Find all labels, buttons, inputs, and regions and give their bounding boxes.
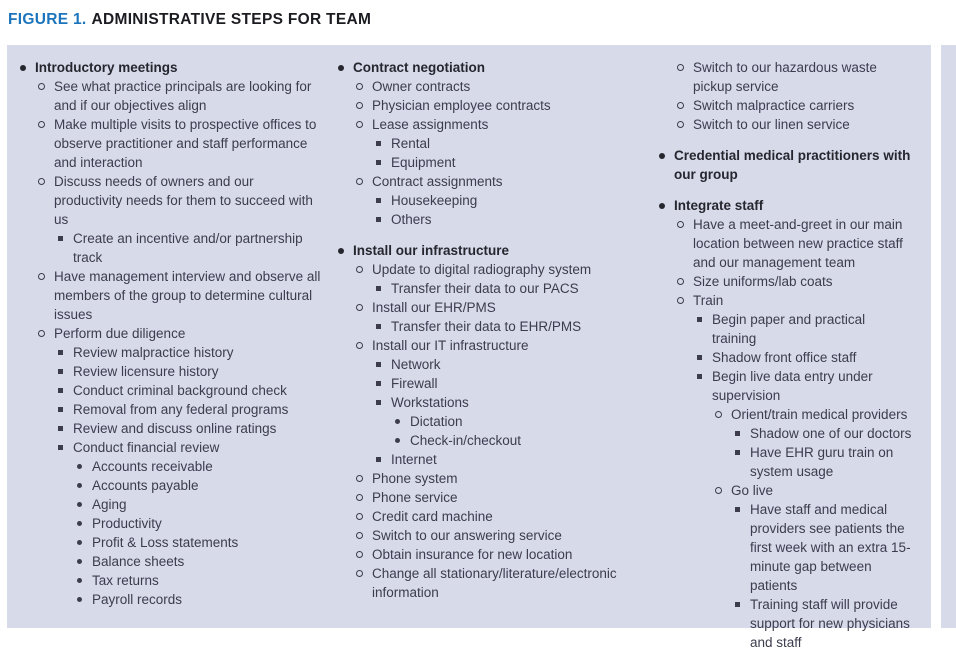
list-item (19, 229, 323, 267)
list-item (658, 291, 913, 310)
list-item-text: Introductory meetings (35, 60, 178, 75)
bullet-circle-icon (356, 77, 372, 90)
list-item (337, 374, 644, 393)
figure-title-text: ADMINISTRATIVE STEPS FOR TEAM (91, 11, 372, 28)
list-item (337, 488, 644, 507)
list-item (658, 96, 913, 115)
bullet-disc-icon (76, 514, 92, 526)
bullet-circle-icon (677, 291, 693, 304)
list-item (658, 272, 913, 291)
bullet-square-icon (57, 438, 73, 450)
list-item-text: Review and discuss online ratings (73, 421, 277, 436)
list-item (337, 134, 644, 153)
list-item-text: Rental (391, 136, 431, 151)
list-item-text: Firewall (391, 376, 438, 391)
list-item (19, 552, 323, 571)
list-item-text: Have a meet-and-greet in our main location between new practice staff and our management team (693, 217, 903, 270)
list-item (337, 469, 644, 488)
list-item-text: Payroll records (92, 592, 183, 607)
list-item-text: Change all stationary/literature/electronic information (372, 566, 617, 600)
list-item (337, 279, 644, 298)
bullet-circle-icon (356, 115, 372, 128)
bullet-circle-icon (356, 469, 372, 482)
list-item-text: Have management interview and observe all members of the group to determine cultural issues (54, 269, 321, 322)
bullet-square-icon (57, 381, 73, 393)
list-item-text: Review licensure history (73, 364, 219, 379)
list-item-text: Aging (92, 497, 127, 512)
list-item (337, 210, 644, 229)
list-item-text: Contract assignments (372, 174, 503, 189)
list-item-text: Tax returns (92, 573, 159, 588)
list-item (337, 336, 644, 355)
bullet-square-icon (375, 393, 391, 405)
figure-label: FIGURE 1. (8, 11, 87, 28)
list-item (19, 419, 323, 438)
list-item (19, 457, 323, 476)
list-item (337, 77, 644, 96)
list-item-text: Perform due diligence (54, 326, 186, 341)
list-item (19, 476, 323, 495)
list-item (19, 267, 323, 324)
bullet-square-icon (696, 348, 712, 360)
list-item (19, 343, 323, 362)
list-item (337, 545, 644, 564)
list-item-text: Train (693, 293, 724, 308)
bullet-circle-icon (677, 115, 693, 128)
list-item (658, 595, 913, 652)
bullet-square-icon (57, 419, 73, 431)
list-item (19, 571, 323, 590)
bullet-circle-icon (38, 77, 54, 90)
bullet-disc-icon (76, 457, 92, 469)
bullet-circle-icon (677, 215, 693, 228)
list-item (19, 400, 323, 419)
list-item (19, 381, 323, 400)
bullet-circle-icon (356, 545, 372, 558)
list-item-text: Accounts receivable (92, 459, 213, 474)
bullet-disc-icon (337, 58, 353, 71)
list-item (337, 393, 644, 412)
list-item (337, 115, 644, 134)
list-item (337, 450, 644, 469)
list-item-text: Conduct criminal background check (73, 383, 287, 398)
list-item (658, 405, 913, 424)
bullet-square-icon (734, 443, 750, 455)
figure-column (658, 58, 927, 652)
list-item-text: Contract negotiation (353, 60, 485, 75)
bullet-circle-icon (356, 96, 372, 109)
list-item (658, 215, 913, 272)
list-item (658, 58, 913, 96)
list-item-text: Go live (731, 483, 774, 498)
bullet-square-icon (375, 374, 391, 386)
list-item-text: Switch to our answering service (372, 528, 562, 543)
list-item (337, 260, 644, 279)
bullet-circle-icon (356, 172, 372, 185)
list-item (658, 115, 913, 134)
bullet-square-icon (375, 450, 391, 462)
list-item (658, 196, 913, 215)
list-item (19, 77, 323, 115)
bullet-disc-icon (76, 571, 92, 583)
list-item (658, 443, 913, 481)
bullet-square-icon (375, 279, 391, 291)
list-item (337, 355, 644, 374)
bullet-square-icon (57, 229, 73, 241)
bullet-circle-icon (38, 115, 54, 128)
list-item-text: Phone service (372, 490, 458, 505)
list-item (658, 310, 913, 348)
bullet-disc-icon (337, 241, 353, 254)
list-item (337, 431, 644, 450)
list-item-text: See what practice principals are looking for and if our objectives align (54, 79, 312, 113)
bullet-square-icon (734, 424, 750, 436)
list-item-text: Create an incentive and/or partnership track (73, 231, 303, 265)
bullet-circle-icon (38, 172, 54, 185)
bullet-square-icon (375, 317, 391, 329)
bullet-circle-icon (356, 260, 372, 273)
list-item-text: Training staff will provide support for new physicians and staff (750, 597, 910, 650)
figure-column (337, 58, 658, 652)
bullet-circle-icon (356, 526, 372, 539)
bullet-square-icon (734, 595, 750, 607)
bullet-disc-icon (19, 58, 35, 71)
bullet-circle-icon (356, 564, 372, 577)
list-item (658, 500, 913, 595)
list-item-text: Transfer their data to our PACS (391, 281, 579, 296)
figure-panel (7, 45, 931, 650)
list-item (337, 241, 644, 260)
list-item (337, 191, 644, 210)
list-item (337, 58, 644, 77)
list-item-text: Network (391, 357, 441, 372)
bullet-disc-icon (76, 552, 92, 564)
bullet-circle-icon (356, 507, 372, 520)
bullet-circle-icon (38, 324, 54, 337)
list-item-text: Internet (391, 452, 437, 467)
list-item-text: Profit & Loss statements (92, 535, 239, 550)
list-item (337, 564, 644, 602)
bullet-circle-icon (677, 272, 693, 285)
list-item-text: Orient/train medical providers (731, 407, 908, 422)
list-item (337, 412, 644, 431)
list-item-text: Switch malpractice carriers (693, 98, 855, 113)
list-item-text: Discuss needs of owners and our productivity needs for them to succeed with us (54, 174, 313, 227)
list-item-text: Begin paper and practical training (712, 312, 866, 346)
bullet-disc-icon (394, 431, 410, 443)
list-item-text: Accounts payable (92, 478, 199, 493)
list-item (337, 317, 644, 336)
list-item-text: Others (391, 212, 432, 227)
list-item (658, 481, 913, 500)
list-item-text: Integrate staff (674, 198, 764, 213)
list-item-text: Conduct financial review (73, 440, 220, 455)
list-item (658, 348, 913, 367)
bullet-circle-icon (715, 405, 731, 418)
bullet-square-icon (57, 400, 73, 412)
bullet-square-icon (375, 153, 391, 165)
adjacent-panel-edge (941, 45, 956, 628)
bullet-disc-icon (76, 590, 92, 602)
list-item (337, 526, 644, 545)
list-item-text: Switch to our hazardous waste pickup service (693, 60, 877, 94)
bullet-square-icon (375, 210, 391, 222)
list-item (19, 438, 323, 457)
bullet-disc-icon (394, 412, 410, 424)
list-item (19, 324, 323, 343)
bullet-disc-icon (658, 146, 674, 159)
figure-column (19, 58, 337, 652)
list-item (658, 146, 913, 184)
list-item-text: Review malpractice history (73, 345, 234, 360)
bullet-square-icon (734, 500, 750, 512)
list-item-text: Lease assignments (372, 117, 489, 132)
bullet-square-icon (375, 134, 391, 146)
list-item-text: Productivity (92, 516, 162, 531)
bullet-disc-icon (76, 495, 92, 507)
list-item-text: Housekeeping (391, 193, 478, 208)
list-item (337, 96, 644, 115)
list-item (19, 58, 323, 77)
list-item-text: Switch to our linen service (693, 117, 850, 132)
list-item (658, 424, 913, 443)
bullet-circle-icon (356, 298, 372, 311)
list-item (337, 298, 644, 317)
list-item (19, 514, 323, 533)
bullet-square-icon (375, 191, 391, 203)
list-item (19, 115, 323, 172)
list-item-text: Balance sheets (92, 554, 185, 569)
list-item-text: Have EHR guru train on system usage (750, 445, 894, 479)
list-item-text: Update to digital radiography system (372, 262, 592, 277)
bullet-disc-icon (76, 533, 92, 545)
list-item-text: Equipment (391, 155, 456, 170)
bullet-square-icon (375, 355, 391, 367)
list-item (337, 507, 644, 526)
list-item (337, 153, 644, 172)
bullet-circle-icon (356, 488, 372, 501)
bullet-circle-icon (677, 96, 693, 109)
bullet-square-icon (696, 367, 712, 379)
bullet-disc-icon (76, 476, 92, 488)
bullet-square-icon (57, 343, 73, 355)
list-item (19, 533, 323, 552)
list-item-text: Physician employee contracts (372, 98, 551, 113)
list-item-text: Install our infrastructure (353, 243, 510, 258)
list-item (19, 362, 323, 381)
list-item-text: Install our IT infrastructure (372, 338, 529, 353)
list-item-text: Size uniforms/lab coats (693, 274, 833, 289)
list-item-text: Credential medical practitioners with our group (674, 148, 911, 182)
bullet-circle-icon (677, 58, 693, 71)
list-item (19, 590, 323, 609)
bullet-square-icon (57, 362, 73, 374)
list-item-text: Workstations (391, 395, 469, 410)
list-item-text: Install our EHR/PMS (372, 300, 496, 315)
list-item-text: Have staff and medical providers see patients the first week with an extra 15-minute gap between patients (750, 502, 911, 593)
list-item (19, 172, 323, 229)
list-item-text: Shadow one of our doctors (750, 426, 912, 441)
list-item-text: Owner contracts (372, 79, 471, 94)
bullet-disc-icon (658, 196, 674, 209)
bullet-circle-icon (715, 481, 731, 494)
list-item-text: Credit card machine (372, 509, 493, 524)
list-item (658, 367, 913, 405)
list-item-text: Phone system (372, 471, 458, 486)
list-item-text: Dictation (410, 414, 463, 429)
list-item (19, 495, 323, 514)
list-item-text: Shadow front office staff (712, 350, 857, 365)
bullet-square-icon (696, 310, 712, 322)
bullet-circle-icon (38, 267, 54, 280)
bullet-circle-icon (356, 336, 372, 349)
list-item-text: Begin live data entry under supervision (712, 369, 873, 403)
figure-caption (8, 11, 371, 29)
list-item-text: Obtain insurance for new location (372, 547, 573, 562)
list-item (337, 172, 644, 191)
list-item-text: Transfer their data to EHR/PMS (391, 319, 582, 334)
list-item-text: Make multiple visits to prospective offices to observe practitioner and staff performance and interaction (54, 117, 317, 170)
list-item-text: Removal from any federal programs (73, 402, 289, 417)
list-item-text: Check-in/checkout (410, 433, 522, 448)
